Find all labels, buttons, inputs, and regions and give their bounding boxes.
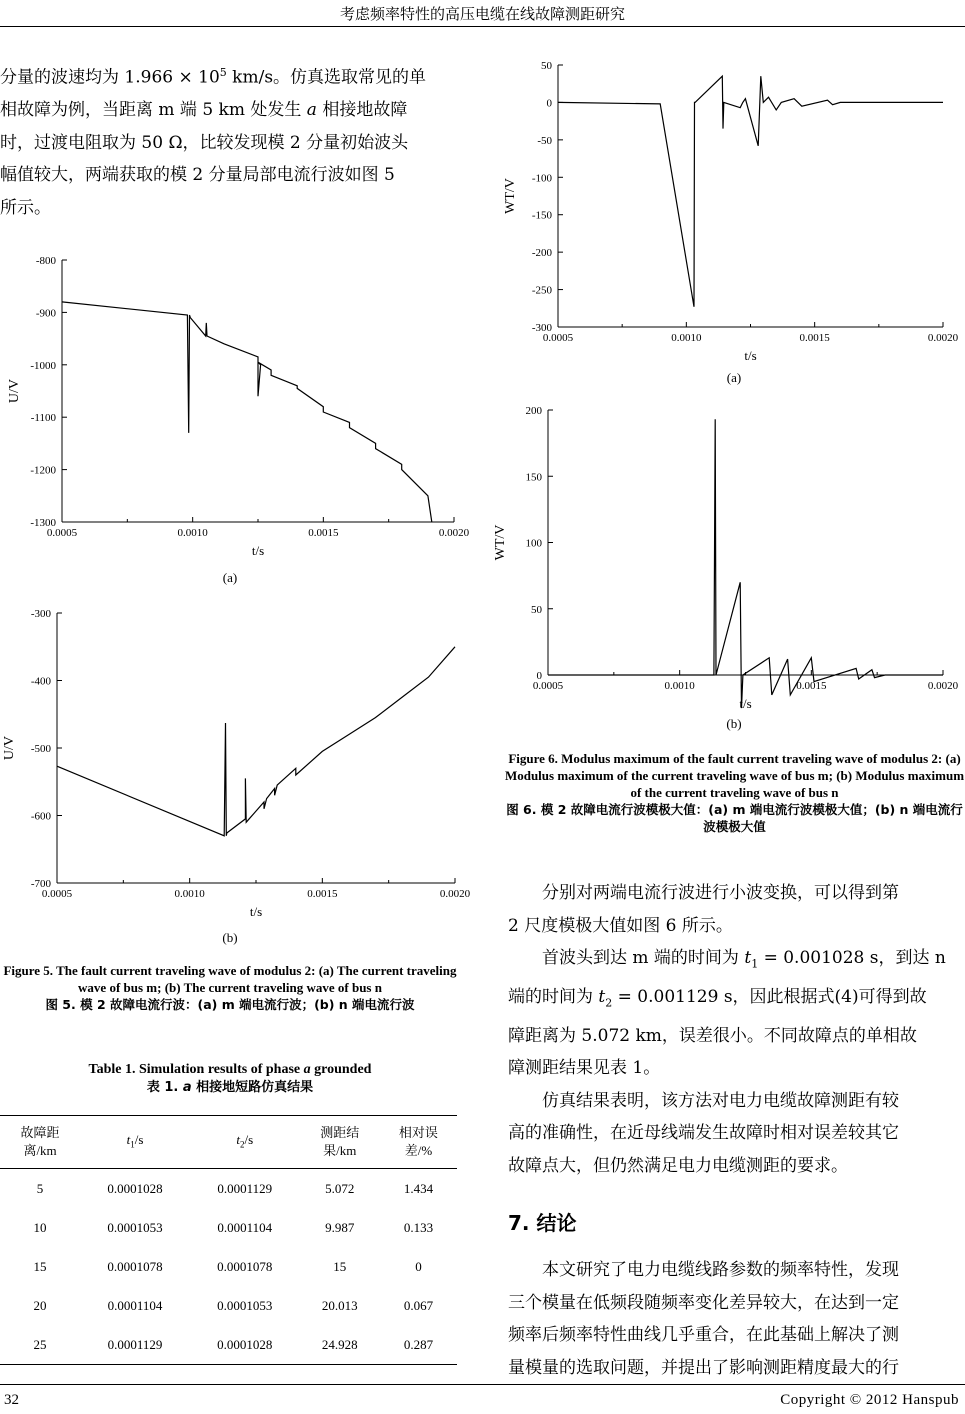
y-tick-label: -1100 — [30, 412, 56, 425]
x-tick-label: 0.0015 — [799, 332, 830, 344]
table1-title — [0, 1061, 460, 1097]
figure6a-chart — [500, 50, 965, 362]
x-tick-label: 0.0010 — [174, 888, 205, 900]
table1-header-row — [0, 1116, 457, 1169]
table-row: 10 0.0001053 0.0001104 9.987 0.133 — [33, 1219, 434, 1235]
figure6-caption-cn: 图 6. 模 2 故障电流行波模极大值：(a) m 端电流行波模极大值；(b) n 端电流行波模极大值 — [506, 802, 963, 834]
series-line-m — [62, 302, 432, 522]
y-axis-label: WT/V — [493, 524, 508, 561]
table-row: 15 0.0001078 0.0001078 15 0 — [33, 1258, 422, 1274]
table1-title-cn-pre: 表 1. — [146, 1080, 183, 1095]
figure6-caption-en: Figure 6. Modulus maximum of the fault current traveling wave of modulus 2: (a) Modulus maximum of the current traveling wave of bus m; (b) Modulus maximum of the current traveling wave of bus n — [504, 751, 965, 800]
page-number: 32 — [4, 1392, 19, 1408]
results-paragraphs: 分别对两端电流行波进行小波变换，可以得到第 2 尺度模极大值如图 6 所示。 首波头到达 m 端的时间为 $t_1 = 0.001028$ s，到达 n 端的时间为 $t_2 = 0.001129$ s，因此根据式(4)可得到故 障距离为 5.072 km，误差很小。不同故障点的单相故 障测距结果见表 1。 仿真结果表明，该方法对电力电缆故障测距有较 高的准确性，在近母线端发生故障时相对误差较其它 故障点大，但仍然满足电力电缆测距的要求。 — [508, 877, 965, 1182]
y-tick-label: -600 — [30, 810, 51, 823]
x-axis-label: t/s — [249, 904, 263, 919]
x-tick-label: 0.0020 — [927, 680, 959, 692]
table1-title-cn-post: 相接地短路仿真结果 — [191, 1080, 314, 1095]
intro-line-4: 幅值较大，两端获取的模 2 分量局部电流行波如图 5 — [0, 165, 395, 186]
p3-line-2: 高的准确性，在近母线端发生故障时相对误差较其它 — [508, 1123, 899, 1144]
col-measured-distance: 测距结 果/km — [300, 1116, 380, 1169]
conclusion-line-4: 量模量的选取问题，并提出了影响测距精度最大的行 — [508, 1357, 899, 1378]
y-tick-label: 150 — [525, 471, 542, 484]
y-tick-label: -400 — [30, 675, 51, 688]
x-tick-label: 0.0020 — [927, 332, 959, 344]
y-axis-label: U/V — [7, 378, 22, 404]
y-tick-label: -800 — [35, 255, 56, 267]
intro-line-2a: 相故障为例，当距离 m 端 5 km 处发生 — [0, 100, 307, 121]
x-tick-label: 0.0005 — [46, 527, 78, 539]
y-tick-label: 200 — [525, 405, 542, 417]
y-axis-label: WT/V — [503, 178, 518, 214]
intro-line-1b: km/s。仿真选取常见的单 — [226, 67, 427, 88]
x-tick-label: 0.0015 — [308, 527, 339, 539]
table1-title-en-var: a — [303, 1062, 311, 1077]
p2-line-4: 障测距结果见表 1。 — [508, 1058, 661, 1079]
intro-line-5: 所示。 — [0, 197, 51, 218]
y-tick-label: -1000 — [30, 359, 56, 372]
table1-title-cn-var: a — [182, 1080, 192, 1095]
y-tick-label: 100 — [525, 537, 542, 550]
series-line-m — [558, 76, 943, 307]
figure5-caption — [0, 962, 460, 1013]
x-tick-label: 0.0015 — [307, 888, 338, 900]
table1-title-en-post: grounded — [310, 1062, 372, 1077]
p3-line-3: 故障点大，但仍然满足电力电缆测距的要求。 — [508, 1155, 848, 1176]
y-tick-label: -300 — [531, 322, 552, 334]
footer-rule — [0, 1384, 965, 1385]
table1-title-en-pre: Table 1. Simulation results of phase — [88, 1062, 304, 1077]
figure5b-label: (b) — [222, 930, 238, 945]
x-tick-label: 0.0005 — [532, 680, 564, 692]
figure5-caption-en: Figure 5. The fault current traveling wave of modulus 2: (a) The current traveling wave of bus m; (b) The current traveling wave of bus n — [3, 963, 457, 995]
x-axis-label: t/s — [744, 348, 757, 363]
y-tick-label: 50 — [531, 603, 542, 616]
figure5-caption-cn: 图 5. 模 2 故障电流行波：(a) m 端电流行波；(b) n 端电流行波 — [45, 997, 415, 1012]
table1 — [0, 1115, 457, 1365]
figure6b-chart — [493, 395, 965, 711]
intro-line-3: 时，过渡电阻取为 50 Ω，比较发现模 2 分量初始波头 — [0, 132, 409, 153]
x-axis-label: t/s — [739, 696, 752, 711]
x-tick-label: 0.0020 — [439, 888, 471, 900]
y-tick-label: -900 — [35, 307, 56, 320]
x-tick-label: 0.0020 — [438, 527, 470, 539]
col-t1: $t_1/s$ — [80, 1116, 190, 1169]
figure6-caption — [504, 750, 965, 835]
table-row: 25 0.0001129 0.0001028 24.928 0.287 — [0, 1325, 457, 1365]
figure5a-label: (a) — [222, 570, 238, 585]
x-tick-label: 0.0010 — [177, 527, 208, 539]
intro-line-1a: 分量的波速均为 1.966 × 10 — [0, 67, 220, 88]
x-tick-label: 0.0005 — [41, 888, 73, 900]
figure6a-label: (a) — [726, 370, 742, 385]
y-tick-label: 0 — [546, 97, 552, 110]
y-tick-label: 50 — [541, 60, 552, 72]
x-tick-label: 0.0010 — [671, 332, 702, 344]
table-row: 20 0.0001104 0.0001053 20.013 0.067 — [33, 1297, 434, 1313]
series-line-n — [548, 419, 943, 708]
header-rule — [0, 26, 965, 27]
p1-line-2: 2 尺度模极大值如图 6 所示。 — [508, 915, 733, 936]
y-tick-label: -1200 — [30, 464, 56, 477]
conclusion-paragraph — [508, 1254, 965, 1384]
p3-line-1: 仿真结果表明，该方法对电力电缆故障测距有较 — [542, 1090, 899, 1111]
intro-paragraph — [0, 57, 460, 224]
y-tick-label: -50 — [537, 134, 552, 147]
y-tick-label: -150 — [531, 209, 552, 222]
conclusion-line-1: 本文研究了电力电缆线路参数的频率特性，发现 — [542, 1260, 899, 1280]
x-tick-label: 0.0010 — [664, 680, 695, 692]
series-line-n — [57, 647, 455, 836]
y-tick-label: -500 — [30, 743, 51, 755]
x-tick-label: 0.0015 — [796, 680, 827, 692]
y-tick-label: -100 — [531, 172, 552, 185]
conclusion-line-3: 频率后频率特性曲线几乎重合，在此基础上解决了测 — [508, 1325, 899, 1345]
col-relative-error: 相对误 差/% — [380, 1116, 457, 1169]
intro-line-2b: 相接地故障 — [316, 100, 408, 121]
col-t2: $t_2/s$ — [190, 1116, 300, 1169]
conclusion-line-2: 三个模量在低频段随频率变化差异较大，在达到一定 — [508, 1292, 899, 1313]
y-tick-label: -200 — [531, 247, 552, 260]
intro-exponent: 5 — [219, 66, 227, 79]
p1-line-1: 分别对两端电流行波进行小波变换，可以得到第 — [542, 883, 899, 903]
figure6b-label: (b) — [726, 716, 742, 731]
copyright: Copyright © 2012 Hanspub — [780, 1392, 959, 1408]
y-tick-label: 0 — [536, 670, 542, 682]
intro-phase-var: a — [306, 100, 317, 121]
x-tick-label: 0.0005 — [542, 332, 574, 344]
figure5a-chart — [0, 245, 470, 565]
table-row: 5 0.0001028 0.0001129 5.072 1.434 — [36, 1180, 434, 1196]
figure5b-chart — [0, 598, 470, 923]
running-title: 考虑频率特性的高压电缆在线故障测距研究 — [339, 5, 625, 23]
col-fault-distance: 故障距 离/km — [0, 1116, 80, 1169]
y-tick-label: -300 — [30, 608, 51, 620]
x-axis-label: t/s — [251, 543, 265, 558]
section7-heading: 7. 结论 — [508, 1211, 577, 1235]
y-axis-label: U/V — [2, 735, 17, 761]
y-tick-label: -1300 — [30, 517, 56, 529]
p2-line-3: 障距离为 5.072 km，误差很小。不同故障点的单相故 — [508, 1025, 917, 1046]
y-tick-label: -700 — [30, 878, 51, 890]
y-tick-label: -250 — [531, 284, 552, 297]
